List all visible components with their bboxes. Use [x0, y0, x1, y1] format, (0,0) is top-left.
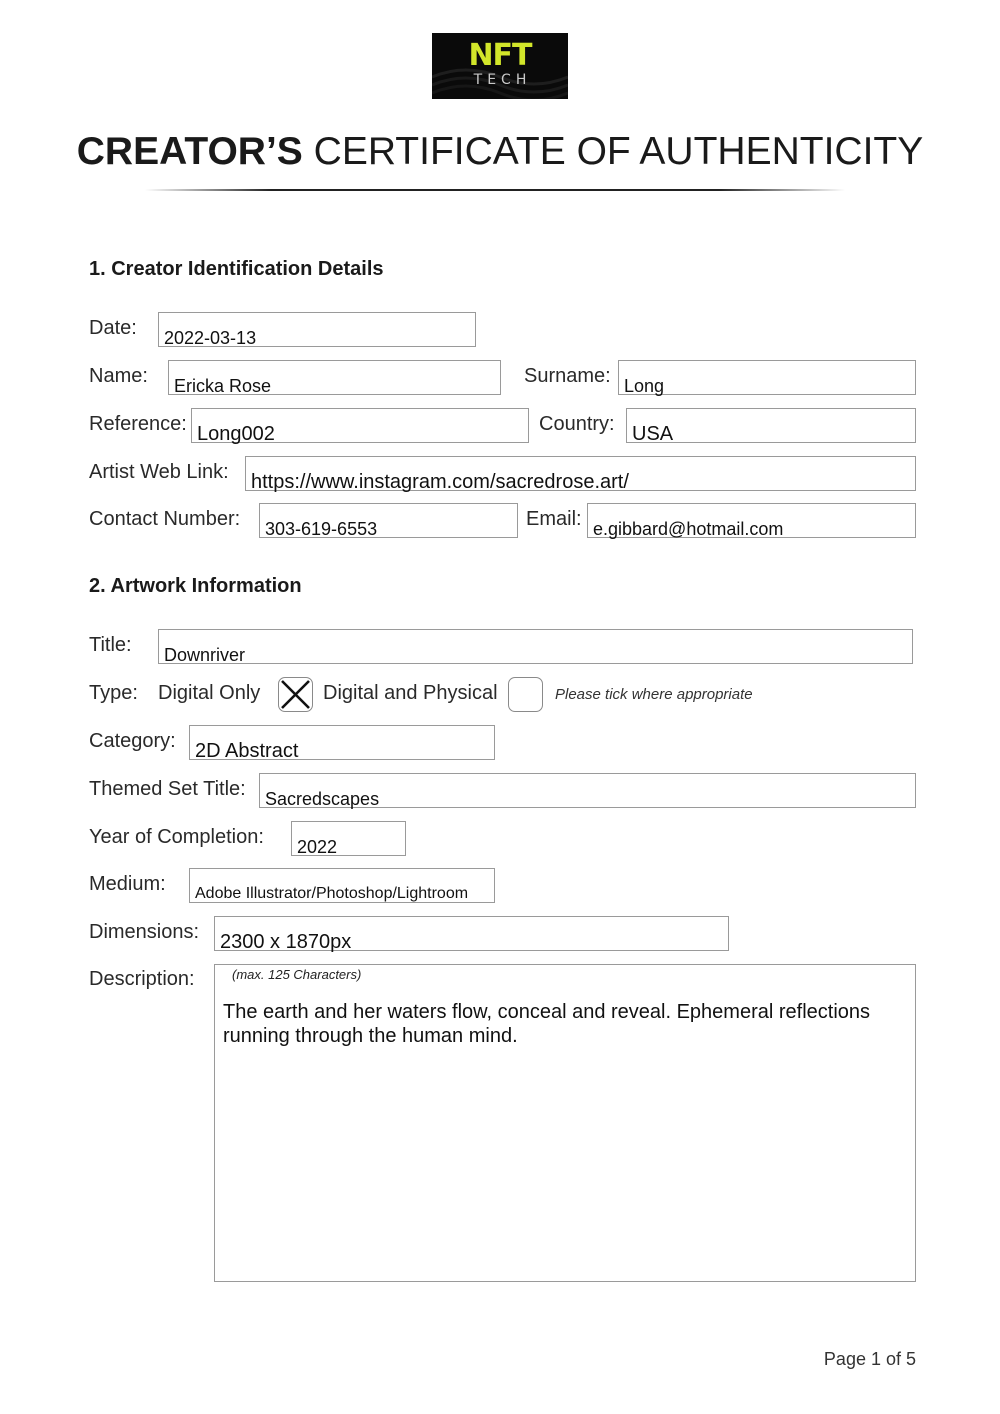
date-value: 2022-03-13 [164, 328, 257, 348]
tick-instruction-note: Please tick where appropriate [555, 686, 753, 703]
contact-field[interactable] [259, 503, 518, 538]
reference-field[interactable] [191, 408, 529, 443]
country-value: USA [632, 423, 674, 445]
page-number: Page 1 of 5 [823, 1349, 916, 1369]
dimensions-label: Dimensions: [89, 921, 200, 943]
web-link-value: https://www.instagram.com/sacredrose.art/ [251, 471, 629, 493]
date-field[interactable] [158, 312, 476, 347]
country-field[interactable] [626, 408, 916, 443]
surname-label: Surname: [524, 365, 611, 387]
title-field[interactable] [158, 629, 913, 664]
contact-label: Contact Number: [89, 508, 241, 530]
description-textarea[interactable] [214, 964, 916, 1282]
dimensions-value: 2300 x 1870px [220, 931, 352, 953]
year-value: 2022 [297, 837, 338, 857]
name-field[interactable] [168, 360, 501, 395]
year-field[interactable] [291, 821, 406, 856]
title-divider [145, 189, 845, 191]
web-link-field[interactable] [245, 456, 916, 491]
checkbox-x-icon [279, 678, 312, 711]
digital-physical-checkbox[interactable] [508, 677, 543, 712]
country-label: Country: [539, 413, 615, 435]
name-value: Ericka Rose [174, 376, 272, 396]
medium-field[interactable] [189, 868, 495, 903]
reference-value: Long002 [197, 423, 275, 445]
page-title [0, 128, 1000, 176]
digital-only-checkbox[interactable] [278, 677, 313, 712]
surname-field[interactable] [618, 360, 916, 395]
web-link-label: Artist Web Link: [89, 461, 229, 483]
title-value: Downriver [164, 645, 246, 665]
type-option-digital-only-label: Digital Only [158, 682, 261, 704]
themed-set-value: Sacredscapes [265, 789, 380, 809]
medium-label: Medium: [89, 873, 166, 895]
category-value: 2D Abstract [195, 740, 299, 762]
name-label: Name: [89, 365, 148, 387]
section-heading-creator-details: 1. Creator Identification Details [89, 258, 384, 280]
section-heading-artwork-info: 2. Artwork Information [89, 575, 302, 597]
email-label: Email: [526, 508, 582, 530]
contact-value: 303-619-6553 [265, 519, 378, 539]
logo-text-nft: NFT [468, 38, 532, 73]
email-field[interactable] [587, 503, 916, 538]
dimensions-field[interactable] [214, 916, 729, 951]
themed-set-field[interactable] [259, 773, 916, 808]
medium-value: Adobe Illustrator/Photoshop/Lightroom [195, 885, 469, 902]
themed-set-label: Themed Set Title: [89, 778, 246, 800]
title-label: Title: [89, 634, 132, 656]
category-field[interactable] [189, 725, 495, 760]
nft-tech-logo [432, 33, 568, 99]
logo-text-tech: TECH [473, 72, 532, 88]
reference-label: Reference: [89, 413, 187, 435]
email-value: e.gibbard@hotmail.com [593, 519, 784, 539]
category-label: Category: [89, 730, 176, 752]
surname-value: Long [624, 376, 665, 396]
description-label: Description: [89, 968, 195, 990]
title-bold-part: CREATOR’S [76, 130, 303, 173]
description-char-limit-note: (max. 125 Characters) [232, 967, 362, 982]
type-label: Type: [89, 682, 138, 704]
year-label: Year of Completion: [89, 826, 264, 848]
title-rest-part: CERTIFICATE OF AUTHENTICITY [313, 130, 924, 173]
description-value: The earth and her waters flow, conceal and reveal. Ephemeral reflections running through the human mind. [223, 1001, 871, 1047]
type-option-digital-physical-label: Digital and Physical [323, 682, 498, 704]
date-label: Date: [89, 317, 137, 339]
